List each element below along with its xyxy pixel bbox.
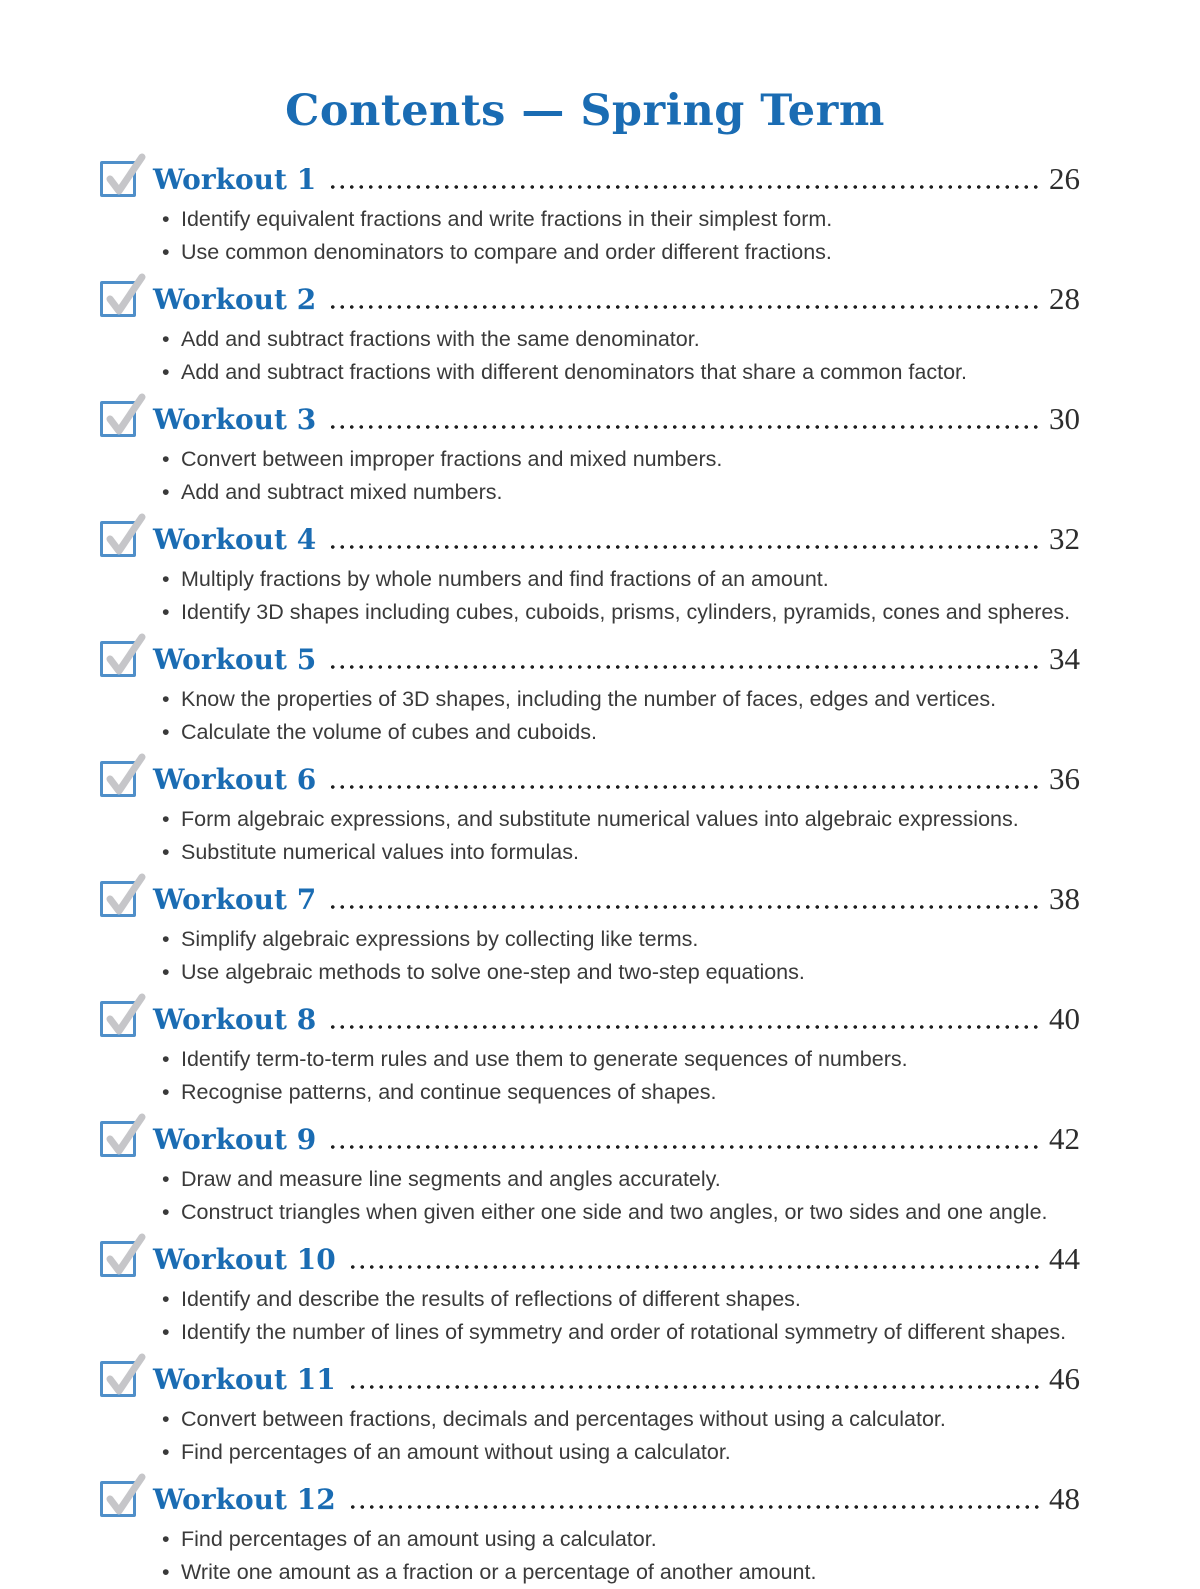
page-number: 46	[1049, 1361, 1080, 1396]
dot-leader	[328, 183, 1041, 191]
checkmark-icon	[104, 1113, 148, 1161]
workout-title[interactable]: Workout 10	[153, 1242, 336, 1276]
page-number: 32	[1049, 521, 1080, 556]
workout-checkbox[interactable]	[100, 401, 136, 437]
workout-checkbox[interactable]	[100, 281, 136, 317]
toc-entry	[100, 158, 1080, 269]
toc-entry	[100, 638, 1080, 749]
workout-checkbox[interactable]	[100, 761, 136, 797]
workout-title[interactable]: Workout 7	[153, 882, 317, 916]
toc-list	[100, 158, 1080, 1589]
workout-title[interactable]: Workout 12	[153, 1482, 336, 1516]
checkmark-icon	[104, 633, 148, 681]
page-number: 28	[1049, 281, 1080, 316]
dot-leader	[328, 543, 1041, 551]
toc-entry-heading-row	[100, 1358, 1080, 1400]
workout-checkbox[interactable]	[100, 521, 136, 557]
workout-checkbox[interactable]	[100, 1121, 136, 1157]
objective-list	[100, 1523, 1080, 1589]
objective-list	[100, 683, 1080, 749]
page-number: 34	[1049, 641, 1080, 676]
dot-leader	[348, 1503, 1041, 1511]
dot-leader	[328, 1143, 1041, 1151]
objective-bullet: • Convert between improper fractions and mixed numbers.	[181, 443, 1080, 476]
objective-list	[100, 1403, 1080, 1469]
toc-entry	[100, 998, 1080, 1109]
toc-entry	[100, 878, 1080, 989]
objective-bullet: • Simplify algebraic expressions by collecting like terms.	[181, 923, 1080, 956]
dot-leader	[328, 1023, 1041, 1031]
toc-entry	[100, 1118, 1080, 1229]
workout-title[interactable]: Workout 4	[153, 522, 317, 556]
objective-bullet: • Multiply fractions by whole numbers and find fractions of an amount.	[181, 563, 1080, 596]
toc-entry-heading-row	[100, 1478, 1080, 1520]
dot-leader	[328, 663, 1041, 671]
workout-title[interactable]: Workout 9	[153, 1122, 317, 1156]
dot-leader	[348, 1383, 1041, 1391]
page-number: 30	[1049, 401, 1080, 436]
workout-title[interactable]: Workout 6	[153, 762, 317, 796]
objective-list	[100, 443, 1080, 509]
toc-entry-heading-row	[100, 758, 1080, 800]
dot-leader	[348, 1263, 1041, 1271]
checkmark-icon	[104, 393, 148, 441]
workout-checkbox[interactable]	[100, 161, 136, 197]
toc-entry-heading-row	[100, 398, 1080, 440]
objective-bullet: • Form algebraic expressions, and substitute numerical values into algebraic expressions.	[181, 803, 1080, 836]
objective-list	[100, 203, 1080, 269]
objective-bullet: • Write one amount as a fraction or a percentage of another amount.	[181, 1556, 1080, 1589]
workout-checkbox[interactable]	[100, 1481, 136, 1517]
checkmark-icon	[104, 1353, 148, 1401]
objective-bullet: • Identify the number of lines of symmetry and order of rotational symmetry of different shapes.	[181, 1316, 1080, 1349]
toc-entry	[100, 518, 1080, 629]
toc-entry-heading-row	[100, 1238, 1080, 1280]
toc-entry-heading-row	[100, 878, 1080, 920]
objective-bullet: • Add and subtract mixed numbers.	[181, 476, 1080, 509]
toc-entry-heading-row	[100, 278, 1080, 320]
dot-leader	[328, 303, 1041, 311]
toc-entry-heading-row	[100, 638, 1080, 680]
workout-title[interactable]: Workout 1	[153, 162, 317, 196]
page-number: 44	[1049, 1241, 1080, 1276]
workout-title[interactable]: Workout 3	[153, 402, 317, 436]
checkmark-icon	[104, 873, 148, 921]
objective-bullet: • Know the properties of 3D shapes, including the number of faces, edges and vertices.	[181, 683, 1080, 716]
objective-bullet: • Identify and describe the results of reflections of different shapes.	[181, 1283, 1080, 1316]
objective-list	[100, 1043, 1080, 1109]
page-number: 42	[1049, 1121, 1080, 1156]
objective-bullet: • Add and subtract fractions with different denominators that share a common factor.	[181, 356, 1080, 389]
workout-title[interactable]: Workout 8	[153, 1002, 317, 1036]
page-number: 36	[1049, 761, 1080, 796]
toc-entry	[100, 758, 1080, 869]
workout-title[interactable]: Workout 5	[153, 642, 317, 676]
objective-bullet: • Use common denominators to compare and order different fractions.	[181, 236, 1080, 269]
objective-list	[100, 923, 1080, 989]
objective-bullet: • Add and subtract fractions with the same denominator.	[181, 323, 1080, 356]
objective-bullet: • Identify equivalent fractions and write fractions in their simplest form.	[181, 203, 1080, 236]
dot-leader	[328, 783, 1041, 791]
objective-bullet: • Draw and measure line segments and angles accurately.	[181, 1163, 1080, 1196]
checkmark-icon	[104, 273, 148, 321]
workout-title[interactable]: Workout 11	[153, 1362, 336, 1396]
objective-bullet: • Construct triangles when given either one side and two angles, or two sides and one angle.	[181, 1196, 1080, 1229]
objective-bullet: • Substitute numerical values into formulas.	[181, 836, 1080, 869]
workout-checkbox[interactable]	[100, 1241, 136, 1277]
checkmark-icon	[104, 513, 148, 561]
page-number: 40	[1049, 1001, 1080, 1036]
toc-entry	[100, 398, 1080, 509]
objective-bullet: • Find percentages of an amount using a calculator.	[181, 1523, 1080, 1556]
checkmark-icon	[104, 1233, 148, 1281]
toc-entry	[100, 278, 1080, 389]
dot-leader	[328, 423, 1041, 431]
toc-entry	[100, 1478, 1080, 1589]
checkmark-icon	[104, 753, 148, 801]
page-number: 26	[1049, 161, 1080, 196]
objective-bullet: • Recognise patterns, and continue sequences of shapes.	[181, 1076, 1080, 1109]
toc-entry-heading-row	[100, 998, 1080, 1040]
objective-list	[100, 1163, 1080, 1229]
toc-entry-heading-row	[100, 1118, 1080, 1160]
workout-checkbox[interactable]	[100, 1361, 136, 1397]
objective-bullet: • Find percentages of an amount without using a calculator.	[181, 1436, 1080, 1469]
objective-bullet: • Identify term-to-term rules and use them to generate sequences of numbers.	[181, 1043, 1080, 1076]
objective-list	[100, 803, 1080, 869]
objective-list	[100, 563, 1080, 629]
workout-title[interactable]: Workout 2	[153, 282, 317, 316]
objective-bullet: • Convert between fractions, decimals and percentages without using a calculator.	[181, 1403, 1080, 1436]
objective-bullet: • Identify 3D shapes including cubes, cuboids, prisms, cylinders, pyramids, cones and spheres.	[181, 596, 1080, 629]
page-number: 38	[1049, 881, 1080, 916]
checkmark-icon	[104, 1473, 148, 1521]
objective-list	[100, 323, 1080, 389]
page-number: 48	[1049, 1481, 1080, 1516]
toc-entry	[100, 1238, 1080, 1349]
objective-bullet: • Calculate the volume of cubes and cuboids.	[181, 716, 1080, 749]
toc-entry-heading-row	[100, 158, 1080, 200]
checkmark-icon	[104, 153, 148, 201]
workout-checkbox[interactable]	[100, 881, 136, 917]
objective-list	[100, 1283, 1080, 1349]
workout-checkbox[interactable]	[100, 641, 136, 677]
toc-entry	[100, 1358, 1080, 1469]
toc-entry-heading-row	[100, 518, 1080, 560]
checkmark-icon	[104, 993, 148, 1041]
workout-checkbox[interactable]	[100, 1001, 136, 1037]
objective-bullet: • Use algebraic methods to solve one-step and two-step equations.	[181, 956, 1080, 989]
page-title: Contents — Spring Term	[285, 86, 885, 136]
dot-leader	[328, 903, 1041, 911]
